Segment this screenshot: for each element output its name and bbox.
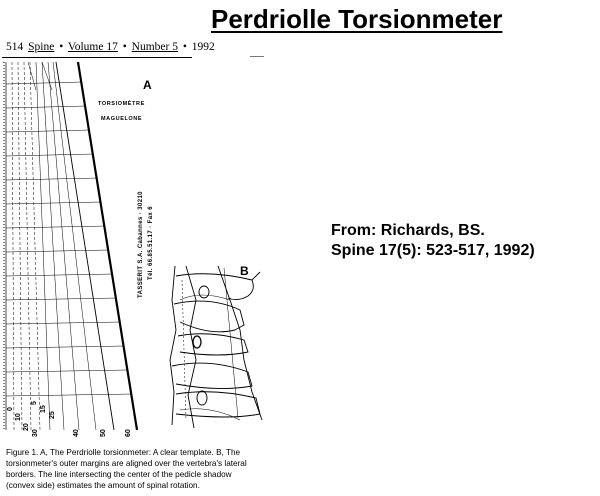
degree-label: 15 bbox=[40, 405, 47, 413]
citation-source: Spine 17(5): 523-517, 1992) bbox=[331, 242, 535, 259]
caption-line: (convex side) estimates the amount of spinal rotation. bbox=[6, 481, 200, 490]
degree-label: 0 bbox=[7, 407, 14, 411]
torsionmeter-figure bbox=[0, 60, 290, 450]
panel-a-label: A bbox=[143, 78, 152, 92]
degree-label: 25 bbox=[49, 411, 56, 419]
vertebra-xray-sketch bbox=[170, 266, 262, 428]
header-separator: • bbox=[59, 41, 64, 53]
template-vertical-text: TASSERIT S.A. Cabannes · 30210 bbox=[138, 191, 144, 298]
journal-number: Number 5 bbox=[131, 41, 178, 53]
degree-scale bbox=[0, 393, 140, 439]
degree-label: 60 bbox=[125, 429, 132, 437]
journal-year: 1992 bbox=[191, 41, 215, 53]
degree-label: 30 bbox=[32, 429, 39, 437]
caption-line: Figure 1. A, The Perdriolle torsionmeter: A clear template. B, The bbox=[6, 448, 241, 457]
journal-header bbox=[6, 41, 217, 53]
degree-label: 50 bbox=[100, 429, 107, 437]
degree-label: 10 bbox=[15, 413, 22, 421]
journal-volume: Volume 17 bbox=[67, 41, 118, 53]
template-brand-subtext: MAGUELONE bbox=[101, 116, 143, 122]
degree-label: 5 bbox=[31, 401, 38, 405]
panel-b-label: B bbox=[240, 264, 249, 278]
template-brand-text: TORSIOMÈTRE bbox=[98, 101, 145, 107]
slide-title: Perdriolle Torsionmeter bbox=[211, 4, 503, 34]
header-mark bbox=[250, 56, 264, 57]
header-separator: • bbox=[122, 41, 127, 53]
caption-line: borders. The line intersecting the center of the pedicle shadow bbox=[6, 470, 232, 479]
caption-line: torsionmeter's outer margins are aligned over the vertebra's lateral bbox=[6, 459, 247, 468]
degree-label: 40 bbox=[73, 429, 80, 437]
degree-label: 20 bbox=[23, 423, 30, 431]
header-separator: • bbox=[182, 41, 187, 53]
figure-caption bbox=[6, 447, 278, 491]
header-rule bbox=[2, 57, 192, 58]
journal-page-number: 514 bbox=[6, 41, 24, 53]
template-vertical-text: Tél. 66.85.51.17 · Fax 6 bbox=[148, 206, 154, 280]
journal-name: Spine bbox=[28, 41, 55, 53]
citation-author: From: Richards, BS. bbox=[331, 222, 485, 239]
citation bbox=[331, 221, 535, 261]
